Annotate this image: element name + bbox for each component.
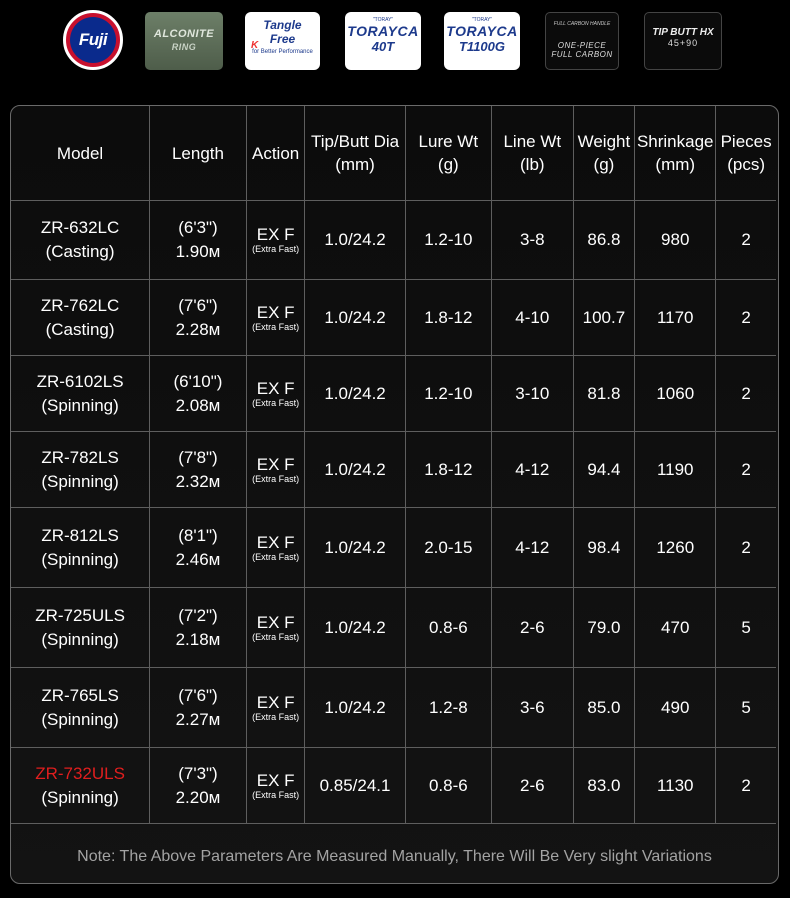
hx-label: TIP BUTT HX bbox=[652, 27, 714, 38]
action-sub: (Extra Fast) bbox=[252, 631, 300, 642]
model-name: ZR-632LC bbox=[40, 218, 120, 237]
length-meters: 1.90м bbox=[175, 242, 221, 261]
weight-cell: 98.4 bbox=[573, 508, 635, 588]
length-feet: (7'6") bbox=[178, 295, 218, 315]
full-carbon-label: FULL CARBON bbox=[551, 50, 613, 59]
model-name: ZR-782LS bbox=[41, 447, 119, 467]
length-feet: (6'3") bbox=[178, 218, 218, 237]
model-name: ZR-762LC bbox=[40, 295, 120, 315]
fuji-logo-text: Fuji bbox=[70, 17, 116, 63]
pieces-cell: 2 bbox=[716, 508, 776, 588]
table-row bbox=[11, 508, 776, 588]
dia-cell: 1.0/24.2 bbox=[305, 508, 405, 588]
length-cell bbox=[150, 432, 247, 508]
action-sub: (Extra Fast) bbox=[252, 473, 300, 484]
table-row bbox=[11, 280, 776, 356]
line-cell: 2-6 bbox=[492, 748, 574, 824]
model-name-highlighted: ZR-732ULS bbox=[35, 763, 125, 783]
model-type: (Spinning) bbox=[41, 629, 119, 649]
torayca-label: TORAYCA bbox=[347, 23, 419, 39]
model-name: ZR-725ULS bbox=[35, 605, 125, 625]
model-type: (Spinning) bbox=[41, 787, 119, 807]
line-cell: 3-8 bbox=[492, 201, 574, 280]
dia-cell: 1.0/24.2 bbox=[305, 668, 405, 748]
action-value: EX F bbox=[256, 302, 295, 322]
length-cell bbox=[150, 668, 247, 748]
dia-cell: 1.0/24.2 bbox=[305, 432, 405, 508]
alconite-label: ALCONITE bbox=[153, 28, 215, 40]
shrinkage-cell: 1130 bbox=[635, 748, 716, 824]
action-cell bbox=[246, 280, 305, 356]
lure-cell: 1.2-10 bbox=[405, 356, 491, 432]
dia-cell: 0.85/24.1 bbox=[305, 748, 405, 824]
lure-cell: 2.0-15 bbox=[405, 508, 491, 588]
lure-cell: 1.8-12 bbox=[405, 432, 491, 508]
header-length: Length bbox=[150, 106, 247, 201]
lure-cell: 1.2-10 bbox=[405, 201, 491, 280]
action-cell bbox=[246, 588, 305, 668]
header-pieces-label: Pieces bbox=[720, 132, 772, 151]
action-cell bbox=[246, 508, 305, 588]
weight-cell: 81.8 bbox=[573, 356, 635, 432]
table-row bbox=[11, 748, 776, 824]
pieces-cell: 5 bbox=[716, 668, 776, 748]
action-value: EX F bbox=[256, 532, 295, 552]
length-feet: (7'6") bbox=[178, 685, 218, 705]
torayca-grade-label: 40T bbox=[371, 39, 395, 54]
tangle-label: Tangle bbox=[263, 18, 302, 32]
dia-cell: 1.0/24.2 bbox=[305, 588, 405, 668]
length-cell bbox=[150, 280, 247, 356]
lure-cell: 1.8-12 bbox=[405, 280, 491, 356]
header-pieces bbox=[716, 106, 776, 201]
shrinkage-cell: 1190 bbox=[635, 432, 716, 508]
table-row bbox=[11, 201, 776, 280]
table-row bbox=[11, 432, 776, 508]
model-cell bbox=[11, 668, 150, 748]
action-cell bbox=[246, 201, 305, 280]
action-value: EX F bbox=[256, 612, 295, 632]
fuji-logo bbox=[63, 10, 123, 70]
header-lure-unit: (g) bbox=[437, 155, 459, 174]
header-pieces-unit: (pcs) bbox=[727, 155, 765, 174]
action-cell bbox=[246, 356, 305, 432]
length-cell bbox=[150, 356, 247, 432]
header-dia-label: Tip/Butt Dia bbox=[310, 132, 400, 151]
dia-cell: 1.0/24.2 bbox=[305, 201, 405, 280]
model-type: (Spinning) bbox=[41, 471, 119, 491]
action-value: EX F bbox=[256, 378, 295, 398]
spec-table-panel bbox=[10, 105, 779, 884]
hx-angle-label: 45+90 bbox=[667, 38, 699, 48]
header-dia-unit: (mm) bbox=[335, 155, 375, 174]
model-name: ZR-765LS bbox=[41, 685, 119, 705]
carbon-handle-label: FULL CARBON HANDLE bbox=[553, 21, 611, 27]
length-meters: 2.32м bbox=[175, 471, 221, 491]
length-feet: (6'10") bbox=[173, 371, 223, 391]
k-guide-label: K bbox=[251, 40, 259, 51]
spec-table bbox=[11, 106, 776, 824]
header-weight bbox=[573, 106, 635, 201]
model-cell bbox=[11, 508, 150, 588]
header-model: Model bbox=[11, 106, 150, 201]
length-meters: 2.28м bbox=[175, 319, 221, 339]
weight-cell: 100.7 bbox=[573, 280, 635, 356]
action-value: EX F bbox=[256, 225, 295, 244]
header-shrinkage-label: Shrinkage bbox=[636, 132, 714, 151]
header-shrinkage bbox=[635, 106, 716, 201]
model-cell bbox=[11, 201, 150, 280]
model-type: (Spinning) bbox=[41, 395, 119, 415]
pieces-cell: 2 bbox=[716, 280, 776, 356]
action-sub: (Extra Fast) bbox=[252, 711, 300, 722]
header-line bbox=[492, 106, 574, 201]
weight-cell: 94.4 bbox=[573, 432, 635, 508]
length-feet: (8'1") bbox=[178, 525, 218, 545]
shrinkage-cell: 980 bbox=[635, 201, 716, 280]
length-feet: (7'3") bbox=[178, 763, 218, 783]
model-cell bbox=[11, 432, 150, 508]
model-cell bbox=[11, 588, 150, 668]
length-cell bbox=[150, 508, 247, 588]
torayca-40t-badge bbox=[345, 12, 421, 70]
action-value: EX F bbox=[256, 692, 295, 712]
torayca-grade-label: T1100G bbox=[458, 39, 505, 54]
length-cell bbox=[150, 201, 247, 280]
pieces-cell: 2 bbox=[716, 356, 776, 432]
weight-cell: 83.0 bbox=[573, 748, 635, 824]
header-lure bbox=[405, 106, 491, 201]
action-cell bbox=[246, 432, 305, 508]
action-sub: (Extra Fast) bbox=[252, 397, 300, 408]
model-name: ZR-6102LS bbox=[36, 371, 124, 391]
header-weight-label: Weight bbox=[577, 132, 631, 151]
length-feet: (7'2") bbox=[178, 605, 218, 625]
full-carbon-badge bbox=[545, 12, 619, 70]
weight-cell: 79.0 bbox=[573, 588, 635, 668]
action-value: EX F bbox=[256, 454, 295, 474]
shrinkage-cell: 470 bbox=[635, 588, 716, 668]
action-sub: (Extra Fast) bbox=[252, 789, 300, 800]
line-cell: 3-6 bbox=[492, 668, 574, 748]
header-dia bbox=[305, 106, 405, 201]
toray-label: "TORAY" bbox=[471, 17, 493, 23]
action-sub: (Extra Fast) bbox=[252, 321, 300, 332]
shrinkage-cell: 1260 bbox=[635, 508, 716, 588]
line-cell: 2-6 bbox=[492, 588, 574, 668]
length-meters: 2.18м bbox=[175, 629, 221, 649]
pieces-cell: 2 bbox=[716, 748, 776, 824]
action-cell bbox=[246, 668, 305, 748]
pieces-cell: 2 bbox=[716, 432, 776, 508]
table-row bbox=[11, 588, 776, 668]
feature-badges bbox=[0, 0, 790, 90]
one-piece-label: ONE-PIECE bbox=[557, 41, 607, 50]
lure-cell: 1.2-8 bbox=[405, 668, 491, 748]
torayca-label: TORAYCA bbox=[446, 23, 518, 39]
length-meters: 2.46м bbox=[175, 549, 221, 569]
tangle-free-badge bbox=[245, 12, 320, 70]
measurement-note: Note: The Above Parameters Are Measured Manually, There Will Be Very slight Variations bbox=[77, 848, 712, 865]
table-row bbox=[11, 356, 776, 432]
header-lure-label: Lure Wt bbox=[418, 132, 479, 151]
hx-badge bbox=[644, 12, 722, 70]
length-meters: 2.08м bbox=[175, 395, 221, 415]
action-sub: (Extra Fast) bbox=[252, 244, 300, 254]
header-shrinkage-unit: (mm) bbox=[655, 155, 696, 174]
model-cell bbox=[11, 356, 150, 432]
model-type: (Casting) bbox=[45, 319, 115, 339]
alconite-ring-badge bbox=[145, 12, 223, 70]
torayca-t1100g-badge bbox=[444, 12, 520, 70]
table-row bbox=[11, 668, 776, 748]
line-cell: 4-12 bbox=[492, 508, 574, 588]
model-cell bbox=[11, 280, 150, 356]
length-meters: 2.27м bbox=[175, 709, 221, 729]
shrinkage-cell: 1060 bbox=[635, 356, 716, 432]
length-cell bbox=[150, 588, 247, 668]
dia-cell: 1.0/24.2 bbox=[305, 356, 405, 432]
free-label: Free bbox=[269, 32, 296, 46]
lure-cell: 0.8-6 bbox=[405, 748, 491, 824]
header-line-label: Line Wt bbox=[503, 132, 562, 151]
model-type: (Spinning) bbox=[41, 709, 119, 729]
pieces-cell: 2 bbox=[716, 201, 776, 280]
header-row bbox=[11, 106, 776, 201]
dia-cell: 1.0/24.2 bbox=[305, 280, 405, 356]
header-weight-unit: (g) bbox=[593, 155, 615, 174]
action-sub: (Extra Fast) bbox=[252, 551, 300, 562]
toray-label: "TORAY" bbox=[372, 17, 394, 23]
header-line-unit: (lb) bbox=[520, 155, 545, 174]
length-meters: 2.20м bbox=[175, 787, 221, 807]
line-cell: 3-10 bbox=[492, 356, 574, 432]
action-value: EX F bbox=[256, 770, 295, 790]
length-cell bbox=[150, 748, 247, 824]
model-type: (Spinning) bbox=[41, 549, 119, 569]
lure-cell: 0.8-6 bbox=[405, 588, 491, 668]
line-cell: 4-10 bbox=[492, 280, 574, 356]
length-feet: (7'8") bbox=[178, 447, 218, 467]
pieces-cell: 5 bbox=[716, 588, 776, 668]
model-cell bbox=[11, 748, 150, 824]
shrinkage-cell: 1170 bbox=[635, 280, 716, 356]
weight-cell: 86.8 bbox=[573, 201, 635, 280]
line-cell: 4-12 bbox=[492, 432, 574, 508]
shrinkage-cell: 490 bbox=[635, 668, 716, 748]
model-type: (Casting) bbox=[45, 242, 115, 261]
ring-label: RING bbox=[171, 42, 197, 52]
better-performance-label: for Better Performance bbox=[252, 49, 313, 55]
action-cell bbox=[246, 748, 305, 824]
model-name: ZR-812LS bbox=[41, 525, 119, 545]
weight-cell: 85.0 bbox=[573, 668, 635, 748]
header-action: Action bbox=[246, 106, 305, 201]
